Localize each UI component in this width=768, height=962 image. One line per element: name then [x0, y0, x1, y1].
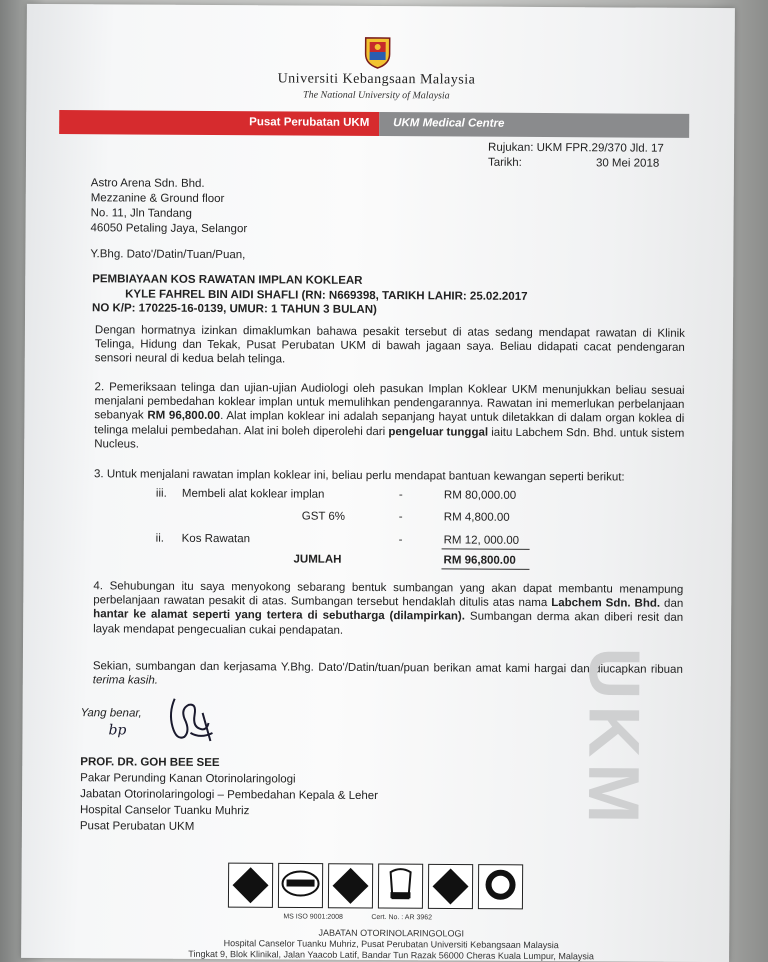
cost-item-2: GST 6%: [301, 510, 346, 523]
paragraph-4: [93, 579, 683, 639]
paragraph-2-amount: RM 96,800.00: [147, 409, 221, 423]
subject-patient-id: NO K/P: 170225-16-0139, UMUR: 1 TAHUN 3 BULAN): [92, 302, 377, 316]
standards-logo: [278, 863, 322, 907]
header-band-right: [379, 112, 689, 138]
cost-num-3: ii.: [155, 532, 165, 545]
cert-number: Cert. No. : AR 3962: [371, 913, 433, 922]
iso-standard: MS ISO 9001:2008: [283, 913, 343, 921]
total-amount: RM 96,800.00: [443, 554, 516, 567]
yang-benar: Yang benar,: [80, 707, 142, 720]
cost-dash-3: -: [398, 534, 403, 547]
paragraph-5-text: Sekian, sumbangan dan kerjasama Y.Bhg. Dato'/Datin/tuan/puan berikan amat kami hargai dan diucapkan ribuan: [92, 660, 683, 676]
bp-note: bp: [108, 722, 127, 739]
footer-department: JABATAN OTORINOLARINGOLOGI: [318, 927, 465, 939]
address-line-3: No. 11, Jln Tandang: [90, 207, 192, 220]
date-value: 30 Mei 2018: [595, 157, 660, 170]
footer-line-1: Hospital Canselor Tuanku Muhriz, Pusat Perubatan Universiti Kebangsaan Malaysia: [223, 938, 559, 951]
date-label: Tarikh:: [487, 156, 522, 169]
cost-num-1: iii.: [155, 487, 167, 500]
address-line-4: 46050 Petaling Jaya, Selangor: [90, 222, 248, 236]
paragraph-4-text-b: dan: [660, 597, 684, 611]
university-name: Universiti Kebangsaan Malaysia: [277, 71, 476, 88]
paragraph-4-text-a: 4. Sehubungan itu saya menyokong sebarang bentuk sumbangan yang akan dapat membantu menampung perbelanjaan rawatan pesakit di atas. Sumbangan tersebut hendaklah ditulis atas nama: [93, 580, 684, 610]
quality-system-logo-3: [428, 864, 472, 908]
ukas-logo: [378, 864, 422, 908]
cost-amount-2: RM 4,800.00: [443, 511, 510, 524]
subject-title: PEMBIAYAAN KOS RAWATAN IMPLAN KOKLEAR: [92, 273, 363, 287]
paragraph-4-text-c: Sumbangan derma akan diberi resit dan layak mendapat pengecualian cukai pendapatan.: [93, 610, 684, 637]
paragraph-4-address-note: hantar ke alamat seperti yang tertera di sebutharga (dilampirkan).: [93, 608, 466, 623]
letter-paper: [21, 4, 735, 962]
paragraph-3-intro: 3. Untuk menjalani rawatan implan koklear ini, beliau perlu mendapat bantuan kewangan seperti berikut:: [94, 468, 625, 484]
paragraph-2-supplier: pengeluar tunggal: [388, 425, 489, 439]
iqnet-logo: [478, 865, 522, 909]
subtotal-rule: [442, 548, 530, 550]
address-line-2: Mezzanine & Ground floor: [90, 192, 225, 206]
total-label: JUMLAH: [293, 553, 342, 566]
quality-system-logo-2: [328, 864, 372, 908]
reference-number: Rujukan: UKM FPR.29/370 Jld. 17: [488, 141, 664, 155]
university-crest-icon: [362, 34, 394, 70]
signatory-line-4: Pusat Perubatan UKM: [79, 820, 195, 833]
salutation: Y.Bhg. Dato'/Datin/Tuan/Puan,: [90, 248, 246, 262]
signatory-line-3: Hospital Canselor Tuanku Muhriz: [79, 804, 250, 818]
paragraph-1: Dengan hormatnya izinkan dimaklumkan bahawa pesakit tersebut di atas sedang mendapat rawatan di Klinik Telinga, Hidung dan Tekak, Pusat Perubatan UKM di bawah jagaan saya. Beliau didapati cacat pendengaran sensori neural di kedua belah telinga.: [94, 324, 685, 366]
header-band-left: [59, 110, 379, 136]
paragraph-2-text-a: 2. Pemeriksaan telinga dan ujian-ujian Audiologi oleh pasukan Implan Koklear UKM menunjukkan beliau sesuai menjalani pembedahan koklear implan untuk memulihkan pendengarannya. Rawatan ini memerlukan perbelanjaan sebanyak: [94, 381, 685, 422]
cost-item-3: Kos Rawatan: [181, 532, 251, 546]
cost-amount-1: RM 80,000.00: [443, 489, 517, 502]
paragraph-2-text-c: iaitu Labchem Sdn. Bhd. untuk sistem Nucleus.: [94, 426, 685, 451]
band-left-label: Pusat Perubatan UKM: [249, 116, 370, 129]
paragraph-2-text-b: . Alat implan koklear ini adalah sepanjang hayat untuk diletakkan di dalam organ koklea di telinga melalui pembedahan. Alat ini boleh diperolehi dari: [94, 410, 685, 438]
band-right-label: UKM Medical Centre: [393, 117, 505, 130]
signatory-name: PROF. DR. GOH BEE SEE: [80, 756, 220, 770]
university-subtitle: The National University of Malaysia: [303, 89, 450, 102]
paragraph-5-thanks: terima kasih.: [92, 674, 159, 687]
cost-amount-3: RM 12, 000.00: [443, 534, 520, 547]
ukm-watermark: UKM: [572, 647, 654, 830]
subject-patient: KYLE FAHREL BIN AIDI SHAFLI (RN: N669398, TARIKH LAHIR: 25.02.2017: [125, 288, 528, 303]
signature: [150, 693, 222, 749]
signatory-line-1: Pakar Perunding Kanan Otorinolaringologi: [80, 772, 296, 786]
paragraph-4-recipient: Labchem Sdn. Bhd.: [551, 597, 661, 610]
signatory-line-2: Jabatan Otorinolaringologi – Pembedahan Kepala & Leher: [80, 788, 379, 803]
paragraph-2: [94, 380, 684, 455]
total-rule: [441, 568, 529, 570]
certification-logos: [226, 861, 526, 915]
cost-dash-1: -: [398, 489, 403, 502]
cost-dash-2: -: [398, 511, 403, 524]
address-line-1: Astro Arena Sdn. Bhd.: [90, 177, 205, 190]
cost-item-1: Membeli alat koklear implan: [181, 487, 325, 501]
footer-line-2: Tingkat 9, Blok Klinikal, Jalan Yaacob Latif, Bandar Tun Razak 56000 Cheras Kuala Lumpur, Malaysia: [188, 948, 594, 962]
quality-system-logo-1: [228, 863, 272, 907]
